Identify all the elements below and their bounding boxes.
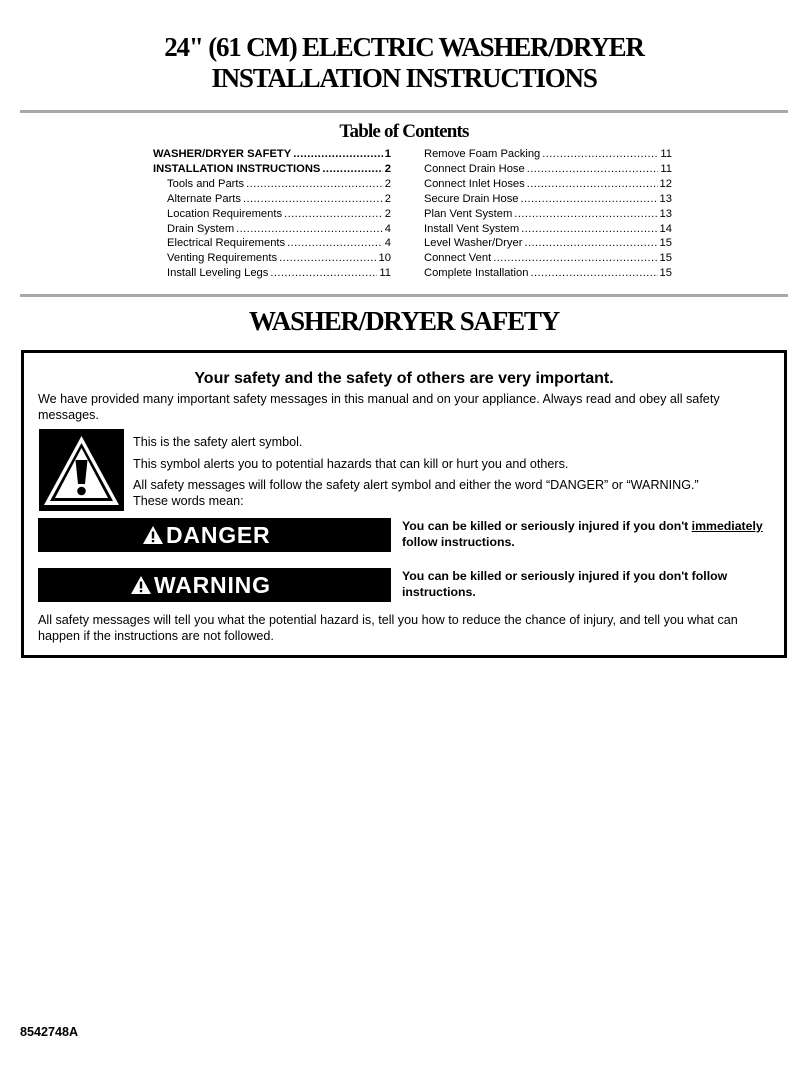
toc-entry-page: 11 [379, 267, 391, 280]
danger-desc-emphasis: immediately [691, 519, 763, 533]
toc-entry-page: 2 [384, 162, 391, 175]
warning-signal-bar [38, 568, 391, 602]
toc-leader [527, 177, 658, 192]
toc-leader [514, 207, 657, 222]
toc-entry-page: 2 [384, 207, 391, 220]
toc-entry-label: Install Leveling Legs [167, 267, 269, 280]
toc-entry-label: Tools and Parts [167, 177, 245, 190]
toc-leader [493, 251, 657, 266]
divider [20, 110, 788, 113]
danger-alert-icon [142, 525, 164, 545]
toc-leader [530, 266, 657, 281]
toc-entry[interactable] [424, 207, 672, 222]
toc-entry[interactable] [153, 266, 391, 281]
toc-leader [542, 147, 658, 162]
toc-entry[interactable] [153, 177, 391, 192]
document-title-line-1: 24" (61 CM) ELECTRIC WASHER/DRYER [164, 32, 644, 62]
toc-entry-page: 4 [384, 237, 391, 250]
danger-desc-text-end: follow instructions. [402, 535, 515, 549]
toc-entry[interactable] [153, 147, 391, 162]
danger-desc-text: You can be killed or seriously injured if you don't [402, 519, 692, 533]
toc-entry-page: 15 [659, 237, 672, 250]
toc-leader [243, 192, 383, 207]
warning-alert-icon [130, 575, 152, 595]
toc-entry-label: Connect Vent [424, 252, 492, 265]
alert-purpose-text: This symbol alerts you to potential hazards that can kill or hurt you and others. [133, 457, 569, 471]
toc-leader [279, 251, 376, 266]
toc-leader [270, 266, 377, 281]
danger-description [402, 518, 780, 550]
toc-leader [322, 162, 382, 177]
safety-box [21, 350, 787, 658]
toc-entry-page: 14 [659, 222, 672, 235]
safety-closing: All safety messages will tell you what the potential hazard is, tell you how to reduce the chance of injury, and tell you what can happen if the instructions are not followed. [38, 613, 738, 644]
toc-entry-label: Alternate Parts [167, 192, 241, 205]
toc-entry-page: 13 [659, 207, 672, 220]
toc-entry-label: Electrical Requirements [167, 237, 286, 250]
toc-entry-label: Level Washer/Dryer [424, 237, 523, 250]
toc-entry-label: Connect Drain Hose [424, 162, 525, 175]
toc-leader [293, 147, 383, 162]
toc-entry-label: Connect Inlet Hoses [424, 177, 525, 190]
toc-entry-label: Venting Requirements [167, 252, 278, 265]
toc-leader [524, 236, 657, 251]
section-title: WASHER/DRYER SAFETY [248, 306, 560, 336]
toc-entry-page: 11 [660, 148, 672, 160]
toc-entry-page: 2 [384, 192, 391, 205]
toc-leader [236, 222, 383, 237]
toc-entry-label: Drain System [167, 222, 235, 235]
document-title [0, 32, 808, 94]
toc-entry-label: Secure Drain Hose [424, 192, 519, 205]
toc-leader [246, 177, 383, 192]
toc-entry-page: 13 [659, 192, 672, 205]
toc-right-column [424, 147, 672, 281]
toc-leader [521, 222, 657, 237]
toc-entry[interactable] [153, 192, 391, 207]
danger-signal-bar [38, 518, 391, 552]
toc-entry-label: WASHER/DRYER SAFETY [153, 148, 292, 160]
document-number: 8542748A [20, 1025, 79, 1039]
toc-entry[interactable] [424, 177, 672, 192]
toc-entry[interactable] [424, 266, 672, 281]
toc-entry-page: 15 [659, 252, 672, 265]
warning-description: You can be killed or seriously injured if you don't follow instructions. [402, 569, 728, 599]
toc-entry-label: INSTALLATION INSTRUCTIONS [153, 162, 321, 175]
toc-entry[interactable] [424, 222, 672, 237]
toc-entry-page: 4 [384, 222, 391, 235]
toc-entry[interactable] [153, 162, 391, 177]
toc-entry[interactable] [153, 236, 391, 251]
alert-words-text: All safety messages will follow the safety alert symbol and either the word “DANGER” or “WARNING.” [133, 478, 699, 492]
alert-words-mean-text: These words mean: [133, 494, 244, 508]
safety-alert-icon [39, 429, 124, 511]
toc-entry[interactable] [153, 251, 391, 266]
toc-entry[interactable] [424, 162, 672, 177]
danger-word: DANGER [166, 521, 271, 548]
toc-entry-page: 10 [378, 252, 391, 265]
toc-entry[interactable] [153, 222, 391, 237]
toc-heading: Table of Contents [339, 121, 469, 142]
document-title-line-2: INSTALLATION INSTRUCTIONS [211, 63, 597, 93]
toc-entry-label: Location Requirements [167, 207, 283, 220]
toc-entry[interactable] [424, 251, 672, 266]
divider [20, 294, 788, 297]
toc-leader [521, 192, 658, 207]
toc-entry-label: Complete Installation [424, 267, 529, 280]
toc-leader [287, 236, 383, 251]
toc-entry-page: 15 [659, 267, 672, 280]
toc-entry-page: 1 [384, 148, 391, 160]
toc-entry[interactable] [424, 236, 672, 251]
alert-symbol-text: This is the safety alert symbol. [133, 435, 303, 449]
toc-entry-label: Remove Foam Packing [424, 148, 541, 160]
toc-leader [284, 207, 383, 222]
toc-entry-label: Plan Vent System [424, 207, 513, 220]
warning-word: WARNING [154, 571, 271, 598]
toc-entry[interactable] [153, 207, 391, 222]
toc-leader [527, 162, 659, 177]
toc-entry-page: 2 [384, 177, 391, 190]
safety-intro: We have provided many important safety messages in this manual and on your appliance. Always read and obey all safety messages. [38, 392, 720, 423]
toc-left-column [153, 147, 391, 281]
toc-entry-label: Install Vent System [424, 222, 520, 235]
toc-entry[interactable] [424, 192, 672, 207]
toc-entry-page: 12 [659, 177, 672, 190]
toc-entry-page: 11 [660, 162, 672, 175]
safety-box-heading: Your safety and the safety of others are very important. [194, 370, 614, 387]
toc-entry[interactable] [424, 147, 672, 162]
